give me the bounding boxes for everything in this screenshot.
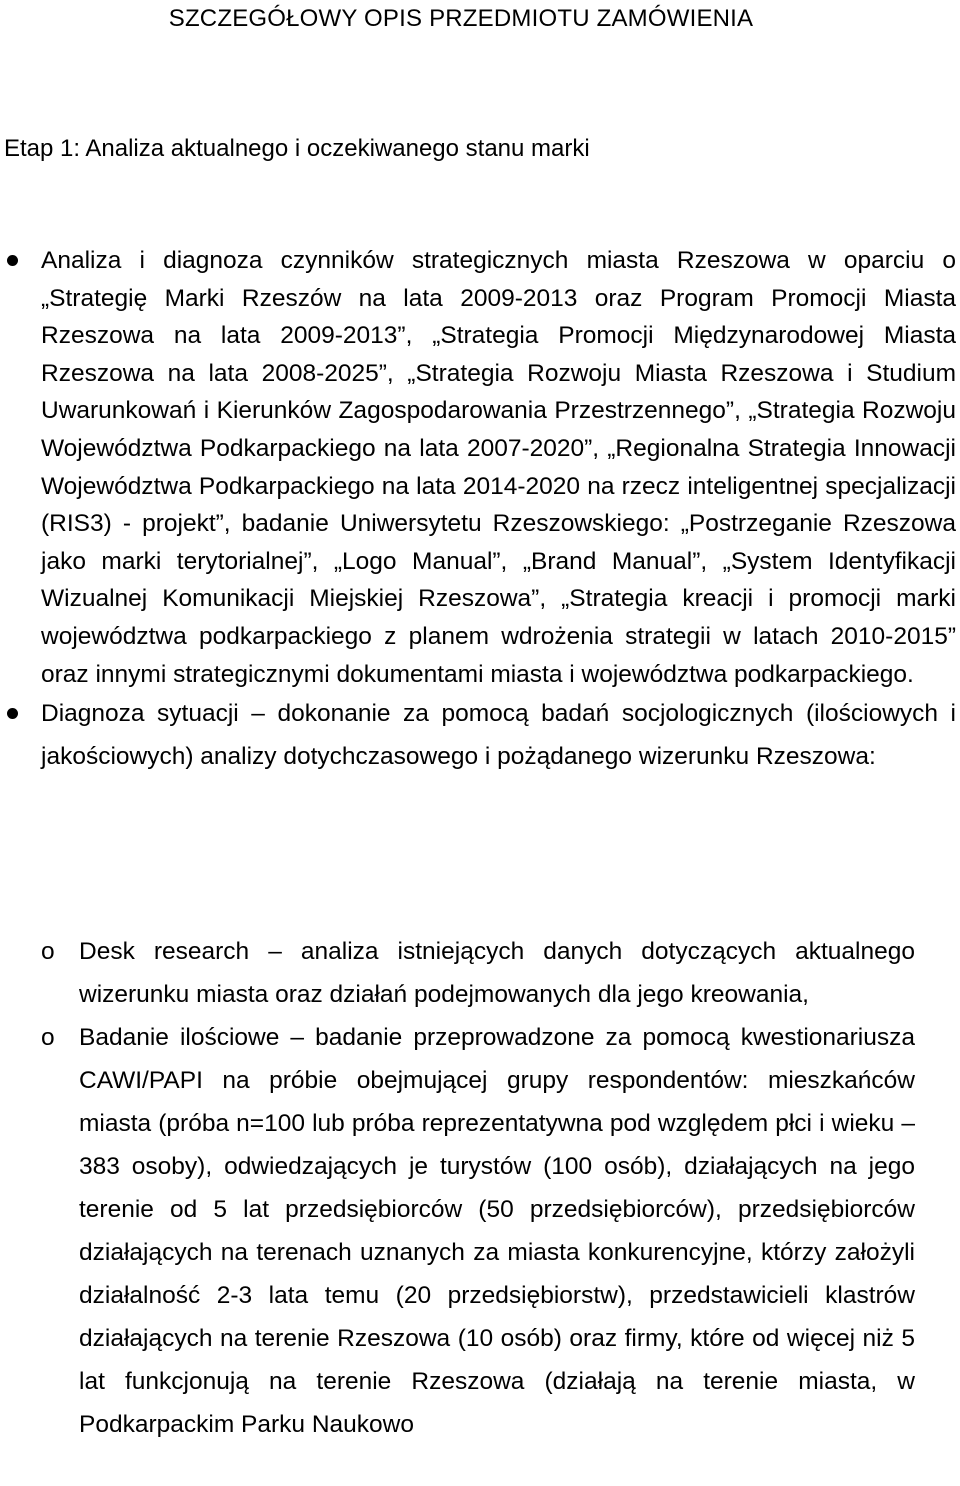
analysis-paragraph: Analiza i diagnoza czynników strategicznych miasta Rzeszowa w oparciu o „Strategię Marki Rzeszów na lata 2009-2013 oraz Program Promocji Miasta Rzeszowa na lata 2009-2013”, „Strategia Promocji Międzynarodowej Miasta Rzeszowa na lata 2008-2025”, „Strategia Rozwoju Miasta Rzeszowa i Studium Uwarunkowań i Kierunków Zagospodarowania Przestrzennego”, „Strategia Rozwoju Województwa Podkarpackiego na lata 2007-2020”, „Regionalna Strategia Innowacji Województwa Podkarpackiego na lata 2014-2020 na rzecz inteligentnej specjalizacji (RIS3) - projekt”, badanie Uniwersytetu Rzeszowskiego: „Postrzeganie Rzeszowa jako marki terytorialnej”, „Logo Manual”, „Brand Manual”, „System Identyfikacji Wizualnej Komunikacji Miejskiej Rzeszowa”, „Strategia kreacji i promocji marki województwa podkarpackiego z planem wdrożenia strategii w latach 2010-2015” oraz innymi strategicznymi dokumentami miasta i województwa podkarpackiego. [41, 247, 956, 688]
sub-list [0, 930, 960, 1446]
stage-heading: Etap 1: Analiza aktualnego i oczekiwanego stanu marki [4, 135, 590, 162]
desk-research-text: Desk research – analiza istniejących danych dotyczących aktualnego wizerunku miasta oraz działań podejmowanych dla jego kreowania, [79, 938, 915, 1008]
sub-item-desk-research [0, 930, 915, 1016]
bullet-list [0, 242, 960, 778]
sub-bullet-marker: o [41, 1024, 55, 1051]
sub-item-quantitative-study [0, 1016, 915, 1446]
diagnosis-paragraph: Diagnoza sytuacji – dokonanie za pomocą badań socjologicznych (ilościowych i jakościowych) analizy dotychczasowego i pożądanego wizerunku Rzeszowa: [41, 700, 956, 770]
bullet-item-analysis [0, 242, 956, 693]
bullet-item-diagnosis [0, 693, 956, 778]
bullet-dot-icon [7, 255, 18, 266]
sub-bullet-marker: o [41, 938, 55, 965]
quantitative-study-text: Badanie ilościowe – badanie przeprowadzone za pomocą kwestionariusza CAWI/PAPI na próbie obejmującej grupy respondentów: mieszkańców miasta (próba n=100 lub próba reprezentatywna pod względem płci i wieku – 383 osoby), odwiedzających je turystów (100 osób), działających na jego terenie od 5 lat przedsiębiorców (50 przedsiębiorców), przedsiębiorców działających na terenach uznanych za miasta konkurencyjne, którzy założyli działalność 2-3 lata temu (20 przedsiębiorstw), przedstawicieli klastrów działających na terenie Rzeszowa (10 osób) oraz firmy, które od więcej niż 5 lat funkcjonują na terenie Rzeszowa (działają na terenie miasta, w Podkarpackim Parku Naukowo [79, 1024, 915, 1438]
document-title: SZCZEGÓŁOWY OPIS PRZEDMIOTU ZAMÓWIENIA [168, 5, 754, 32]
bullet-dot-icon [7, 708, 18, 719]
